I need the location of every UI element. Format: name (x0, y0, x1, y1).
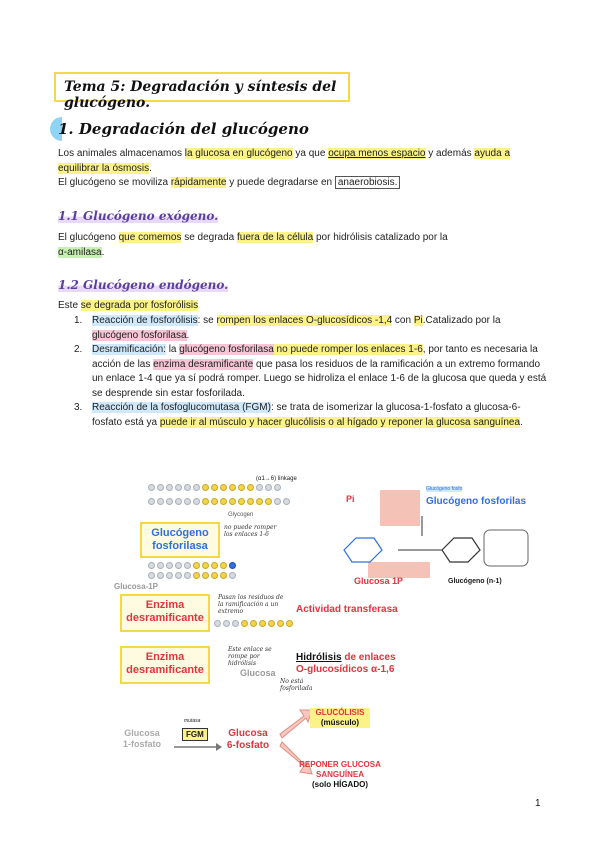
text: O-glucosídicos α-1,6 (296, 664, 395, 675)
hydrolysis-label (296, 652, 396, 676)
list-item (74, 343, 547, 401)
glycogen-chain (214, 620, 293, 628)
text: 1-fosfato (123, 739, 161, 749)
glucose-ring (442, 538, 480, 562)
fgm-enzyme-box: FGM (182, 728, 208, 741)
text: (solo HÍGADO) (312, 780, 368, 789)
text: . (520, 416, 523, 428)
text: y puede degradarse en (226, 177, 335, 188)
text: (músculo) (320, 718, 360, 727)
paragraph-exogenous (58, 231, 548, 260)
text: de enlaces (341, 652, 396, 663)
highlight: que comemos (118, 232, 182, 243)
item-number: 3. (74, 402, 83, 413)
glucose-6-phosphate (220, 728, 276, 752)
enzyme-debranching-box: Enzima desramificante (120, 646, 210, 684)
subsection-title: 1.2 Glucógeno endógeno. (58, 278, 229, 292)
handwritten-note: Pasan los residuos de la ramificación a un extremo (218, 594, 284, 615)
glucose-1-phosphate (114, 728, 170, 750)
chain-box (484, 530, 528, 566)
section-number: 1. (58, 120, 74, 138)
text: y además (425, 148, 475, 159)
text: 6-fosfato (226, 740, 270, 751)
text: Este (58, 300, 81, 311)
text: se degrada (181, 232, 238, 243)
glycogen-chain (148, 562, 236, 570)
page-number: 1 (535, 798, 541, 809)
chemical-structure (338, 510, 534, 580)
steps-list (74, 314, 547, 430)
subsection-title: 1.1 Glucógeno exógeno. (58, 209, 219, 223)
glycogen-chain (148, 572, 236, 580)
highlight: Pi (413, 315, 423, 326)
glucose-1p-label: Glucosa 1P (354, 576, 404, 586)
glucose-ring (344, 538, 382, 562)
highlight: α-amilasa (58, 246, 102, 258)
item-number: 2. (74, 344, 83, 355)
text: . (101, 246, 105, 258)
glycogen-label: Glycogen (228, 512, 254, 518)
highlight: enzima desramificante (153, 358, 254, 370)
hydrolysis-word: Hidrólisis (296, 652, 342, 663)
enzyme-debranching-box: Enzima desramificante (120, 594, 210, 632)
text: que pasa los residuos de la ramificación a un extremo formando un enlace 1-4 que ya sí podrá romper. Luego se hidroliza el enlace 1-6 de la glucosa que queda y está se desprende sin estar fosforilada. (92, 358, 547, 399)
glucose-1p-label: Glucosa-1P (114, 582, 159, 591)
subsection-heading-1-2 (58, 278, 228, 292)
text: Glucosa (124, 728, 160, 738)
handwritten-note: mutasa (184, 718, 201, 724)
highlight: rápidamente (170, 177, 227, 188)
text: Glucosa (228, 728, 268, 739)
text: GLUCÓLISIS (315, 708, 365, 717)
highlight: la glucosa en glucógeno (184, 148, 293, 159)
text: El glucógeno se moviliza (58, 177, 171, 188)
text: . (149, 162, 152, 174)
text: El glucógeno (58, 232, 119, 243)
list-item (74, 401, 547, 430)
page-title: Tema 5: Degradación y síntesis del glucógeno. (54, 72, 350, 102)
highlight: rompen los enlaces O-glucosídicos -1,4 (216, 315, 393, 326)
handwritten-note: No está fosforilada (280, 678, 313, 692)
highlight: se degrada por fosforólisis (80, 300, 199, 311)
linkage-label: (α1→6) linkage (256, 476, 297, 482)
free-glucose-label: Glucosa (240, 668, 276, 678)
enzyme-phosphorylase-label: Glucógeno fosforilas (426, 496, 527, 507)
section-title: Degradación del glucógeno (78, 120, 309, 138)
text: Los animales almacenamos (58, 148, 185, 159)
text: por hidrólisis catalizado por la (313, 232, 448, 243)
highlight: glucógeno fosforilasa (92, 329, 187, 341)
text: SANGUÍNEA (315, 770, 364, 779)
text: la (165, 344, 180, 355)
arrow-icon (172, 742, 222, 752)
paragraph-endogenous-intro (58, 299, 548, 314)
text: : se (197, 315, 217, 326)
section-heading-1 (50, 116, 309, 142)
glycogen-degradation-diagram (110, 470, 540, 800)
glycogen-chain (148, 484, 281, 492)
pi-label: Pi (346, 494, 355, 504)
highlight: no puede romper los enlaces 1-6 (273, 344, 423, 355)
transferase-activity-label: Actividad transferasa (296, 604, 398, 615)
highlight: ayuda a equilibrar la ósmosis (58, 148, 511, 174)
subsection-heading-1-1 (58, 209, 218, 223)
text: : se trata de isomerizar la glucosa-1-fosfato a glucosa-6-fosfato está ya (92, 402, 521, 428)
highlight: puede ir al músculo y hacer glucólisis o al hígado y reponer la glucosa sanguínea (159, 416, 521, 428)
handwritten-note: no puede romper los enlaces 1-6 (224, 524, 277, 538)
highlight: Reacción de la fosfoglucomutasa (FGM) (92, 402, 271, 413)
glycogen-chain (148, 498, 290, 506)
enzyme-phosphorylase-box: Glucógeno fosforilasa (140, 522, 220, 558)
highlight: Desramificación: (92, 344, 166, 355)
text: REPONER GLUCOSA (299, 760, 381, 769)
paragraph-storage (58, 147, 548, 191)
glycogen-n1-label: Glucógeno (n-1) (448, 578, 502, 585)
highlight: Reacción de fosforólisis (92, 315, 198, 326)
text: ya que (292, 148, 329, 159)
highlight: fuera de la célula (237, 232, 314, 243)
list-item (74, 314, 547, 343)
blood-glucose-box (294, 760, 386, 790)
text: , por tanto es necesaria la acción de las (92, 344, 538, 370)
highlight: ocupa menos espacio (328, 148, 426, 159)
handwritten-note: Este enlace se rompe por hidrólisis (228, 646, 272, 667)
highlight: glucógeno fosforilasa (179, 344, 274, 355)
item-number: 1. (74, 315, 83, 326)
glycolysis-box (310, 708, 370, 728)
boxed-term: anaerobiosis. (335, 176, 400, 189)
text: . (186, 329, 190, 341)
text: con (392, 315, 414, 326)
text: .Catalizado por la (422, 315, 501, 326)
enzyme-tag: Glucógeno fosfo (426, 486, 463, 492)
